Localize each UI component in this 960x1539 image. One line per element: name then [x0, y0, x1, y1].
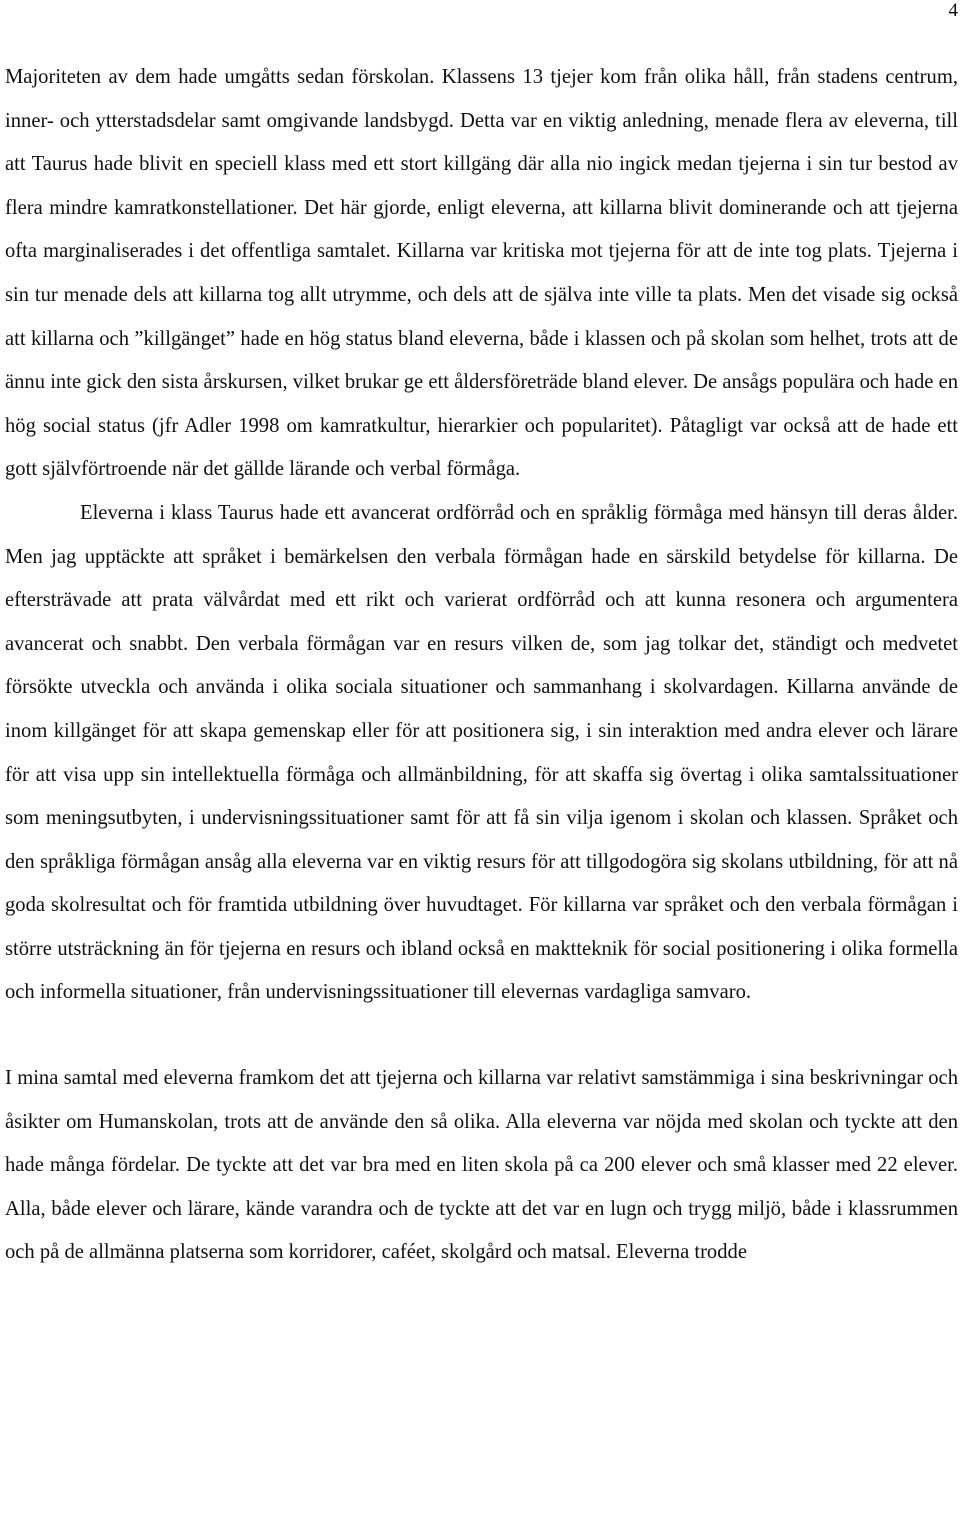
paragraph-1: Majoriteten av dem hade umgåtts sedan förskolan. Klassens 13 tjejer kom från olika håll, från stadens centrum, inner- och ytterstadsdelar samt omgivande landsbygd. Detta var en viktig anledning, menade flera av eleverna, till att Taurus hade blivit en speciell klass med ett stort killgäng där alla nio ingick medan tjejerna i sin tur bestod av flera mindre kamratkonstellationer. Det här gjorde, enligt eleverna, att killarna blivit dominerande och att tjejerna ofta marginaliserades i det offentliga samtalet. Killarna var kritiska mot tjejerna för att de inte tog plats. Tjejerna i sin tur menade dels att killarna tog allt utrymme, och dels att de själva inte ville ta plats. Men det visade sig också att killarna och ”killgänget” hade en hög status bland eleverna, både i klassen och på skolan som helhet, trots att de ännu inte gick den sista årskursen, vilket brukar ge ett åldersföreträde bland elever. De ansågs populära och hade en hög social status (jfr Adler 1998 om kamratkultur, hierarkier och popularitet). Påtagligt var också att de hade ett gott självförtroende när det gällde lärande och verbal förmåga.: [5, 66, 958, 481]
paragraph-2: Eleverna i klass Taurus hade ett avancerat ordförråd och en språklig förmåga med hänsyn till deras ålder. Men jag upptäckte att språket i bemärkelsen den verbala förmågan hade en särskild betydelse för killarna. De eftersträvade att prata välvårdat med ett rikt och varierat ordförråd och att kunna resonera och argumentera avancerat och snabbt. Den verbala förmågan var en resurs vilken de, som jag tolkar det, ständigt och medvetet försökte utveckla och använda i olika sociala situationer och sammanhang i skolvardagen. Killarna använde de inom killgänget för att skapa gemenskap eller för att positionera sig, i sin interaktion med andra elever och lärare för att visa upp sin intellektuella förmåga och allmänbildning, för att skaffa sig övertag i olika samtalssituationer som meningsutbyten, i undervisningssituationer samt för att få sin vilja igenom i skolan och klassen. Språket och den språkliga förmågan ansåg alla eleverna var en viktig resurs för att tillgodogöra sig skolans utbildning, för att nå goda skolresultat och för framtida utbildning över huvudtaget. För killarna var språket och den verbala förmågan i större utsträckning än för tjejerna en resurs och ibland också en maktteknik för social positionering i olika formella och informella situationer, från undervisningssituationer till elevernas vardagliga samvaro.: [5, 501, 958, 1004]
document-body: [5, 56, 958, 1275]
paragraph-3: I mina samtal med eleverna framkom det att tjejerna och killarna var relativt samstämmiga i sina beskrivningar och åsikter om Humanskolan, trots att de använde den så olika. Alla eleverna var nöjda med skolan och tyckte att den hade många fördelar. De tyckte att det var bra med en liten skola på ca 200 elever och små klasser med 22 elever. Alla, både elever och lärare, kände varandra och de tyckte att det var en lugn och trygg miljö, både i klassrummen och på de allmänna platserna som korridorer, caféet, skolgård och matsal. Eleverna trodde: [5, 1067, 958, 1264]
page-number: 4: [948, 0, 958, 21]
